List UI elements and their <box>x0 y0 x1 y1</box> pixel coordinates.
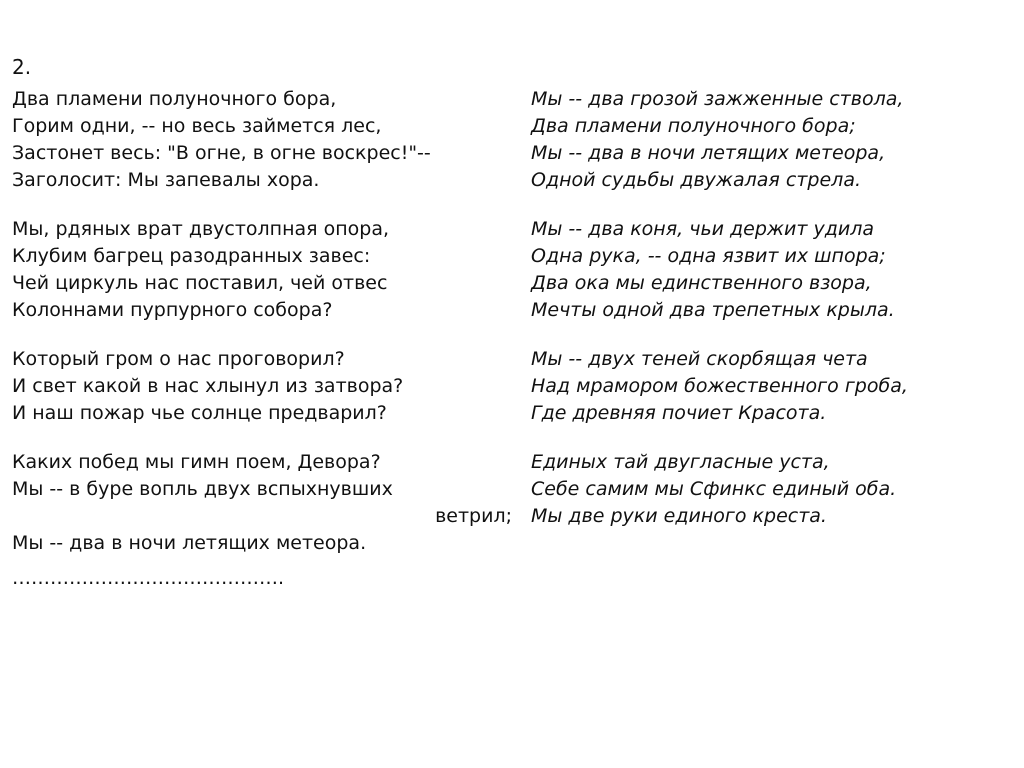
ellipsis-line: ……………………………………. <box>12 567 285 589</box>
poem-left-column <box>12 86 512 614</box>
poem-line: Мы две руки единого креста. <box>531 505 827 527</box>
poem-line: Застонет весь: "В огне, в огне воскрес!"-- <box>12 142 431 164</box>
poem-line: И свет какой в нас хлынул из затвора? <box>12 375 404 397</box>
poem-line: Мечты одной два трепетных крыла. <box>531 299 895 321</box>
left-stanza-3 <box>12 346 512 427</box>
poem-line: Колоннами пурпурного собора? <box>12 299 333 321</box>
right-stanza-4 <box>531 449 1016 530</box>
poem-line: Мы -- два в ночи летящих метеора, <box>531 142 886 164</box>
poem-line: Который гром о нас проговорил? <box>12 348 345 370</box>
poem-line: Два пламени полуночного бора, <box>12 88 337 110</box>
right-stanza-1 <box>531 86 1016 194</box>
poem-line: Над мрамором божественного гроба, <box>531 375 908 397</box>
poem-line: Мы -- в буре вопль двух вспыхнувших <box>12 478 393 500</box>
left-stanza-1 <box>12 86 512 194</box>
right-stanza-3 <box>531 346 1016 427</box>
poem-line: Единых тай двугласные уста, <box>531 451 830 473</box>
right-stanza-2 <box>531 216 1016 324</box>
poem-line: Мы, рдяных врат двустолпная опора, <box>12 218 390 240</box>
poem-line: Себе самим мы Сфинкс единый оба. <box>531 478 897 500</box>
poem-line-wrapped: ветрил; <box>435 505 512 527</box>
poem-line: Два пламени полуночного бора; <box>531 115 856 137</box>
poem-line: Одна рука, -- одна язвит их шпора; <box>531 245 886 267</box>
poem-right-column <box>531 86 1016 552</box>
poem-line: Горим одни, -- но весь займется лес, <box>12 115 382 137</box>
poem-line: Заголосит: Мы запевалы хора. <box>12 169 320 191</box>
poem-line: Одной судьбы двужалая стрела. <box>531 169 861 191</box>
poem-line: Два ока мы единственного взора, <box>531 272 872 294</box>
poem-line: Мы -- двух теней скорбящая чета <box>531 348 868 370</box>
poem-line: Клубим багрец разодранных завес: <box>12 245 371 267</box>
poem-line: И наш пожар чье солнце предварил? <box>12 402 387 424</box>
poem-line: Где древняя почиет Красота. <box>531 402 827 424</box>
poem-line: Чей циркуль нас поставил, чей отвес <box>12 272 388 294</box>
poem-line: Мы -- два коня, чьи держит удила <box>531 218 875 240</box>
poem-line: Каких побед мы гимн поем, Девора? <box>12 451 381 473</box>
left-stanza-2 <box>12 216 512 324</box>
poem-line: Мы -- два в ночи летящих метеора. <box>12 532 367 554</box>
slide-number: 2. <box>12 55 32 79</box>
poem-line: Мы -- два грозой зажженные ствола, <box>531 88 904 110</box>
left-stanza-4 <box>12 449 512 592</box>
